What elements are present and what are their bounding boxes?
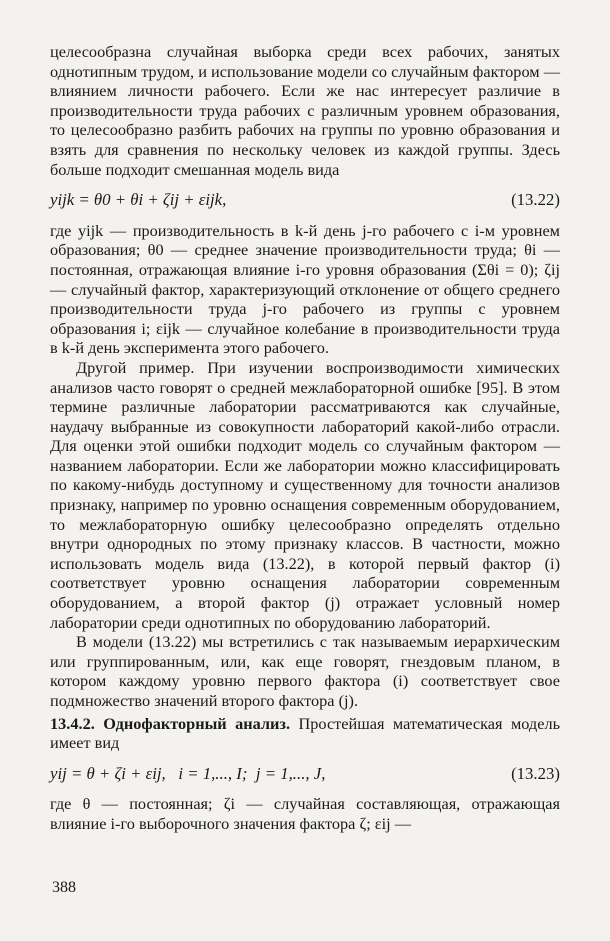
section-paragraph bbox=[50, 714, 560, 753]
text-column bbox=[50, 42, 560, 834]
equation-number: (13.22) bbox=[511, 190, 560, 210]
section-text: Простейшая математическая модель имеет вид bbox=[50, 713, 560, 753]
section-heading: 13.4.2. Однофакторный анализ. bbox=[50, 713, 291, 733]
equation-13-23 bbox=[50, 764, 560, 784]
equation-formula: yijk = θ0 + θi + ζij + εijk, bbox=[50, 190, 227, 210]
page-number: 388 bbox=[52, 879, 76, 896]
equation-formula: yij = θ + ζi + εij, i = 1,..., I; j = 1,..., J, bbox=[50, 763, 326, 783]
paragraph-intro: целесообразна случайная выборка среди всех рабочих, занятых однотипным трудом, и использование модели со случайным фактором — влиянием личности рабочего. Если же нас интересует различие в производительности труда рабочих с различным уровнем образования, то целесообразно разбить рабочих на группы по уровню образования и взять для сравнения по нескольку человек из каждой группы. Здесь больше подходит смешанная модель вида bbox=[50, 42, 560, 179]
equation-number: (13.23) bbox=[511, 763, 560, 783]
paragraph-hierarchical: В модели (13.22) мы встретились с так называемым иерархическим или группированным, или, как еще говорят, гнездовым планом, в котором каждому уровню первого фактора (i) соответствует свое подмножество значений второго фактора (j). bbox=[50, 632, 560, 710]
paragraph-final: где θ — постоянная; ζi — случайная составляющая, отражающая влияние i-го выборочного значения фактора ζ; εij — bbox=[50, 794, 560, 833]
paragraph-example: Другой пример. При изучении воспроизводимости химических анализов часто говорят о средней межлабораторной ошибке [95]. В этом термине различные лаборатории рассматриваются как случайные, наудачу выбранные из совокупности лабораторий какой-либо отрасли. Для оценки этой ошибки подходит модель со случайным фактором — названием лаборатории. Если же лаборатории можно классифицировать по какому-нибудь доступному и существенному для точности анализов признаку, например по уровню оснащения современным оборудованием, то межлабораторную ошибку целесообразно определять отдельно внутри однородных по этому признаку классов. В частности, можно использовать модель вида (13.22), в которой первый фактор (i) соответствует уровню оснащения лаборатории современным оборудованием, а второй фактор (j) отражает условный номер лаборатории среди однотипных по оборудованию лабораторий. bbox=[50, 357, 560, 632]
paragraph-definitions: где yijk — производительность в k-й день j-го рабочего с i-м уровнем образования; θ0 — среднее значение производительности труда; θi — постоянная, отражающая влияние i-го уровня образования (Σθi = 0); ζij — случайный фактор, характеризующий отклонение от общего среднего производительности труда j-го рабочего из группы с уровнем образования i; εijk — случайное колебание в производительности труда в k-й день эксперимента этого рабочего. bbox=[50, 220, 560, 358]
equation-13-22 bbox=[50, 190, 560, 210]
